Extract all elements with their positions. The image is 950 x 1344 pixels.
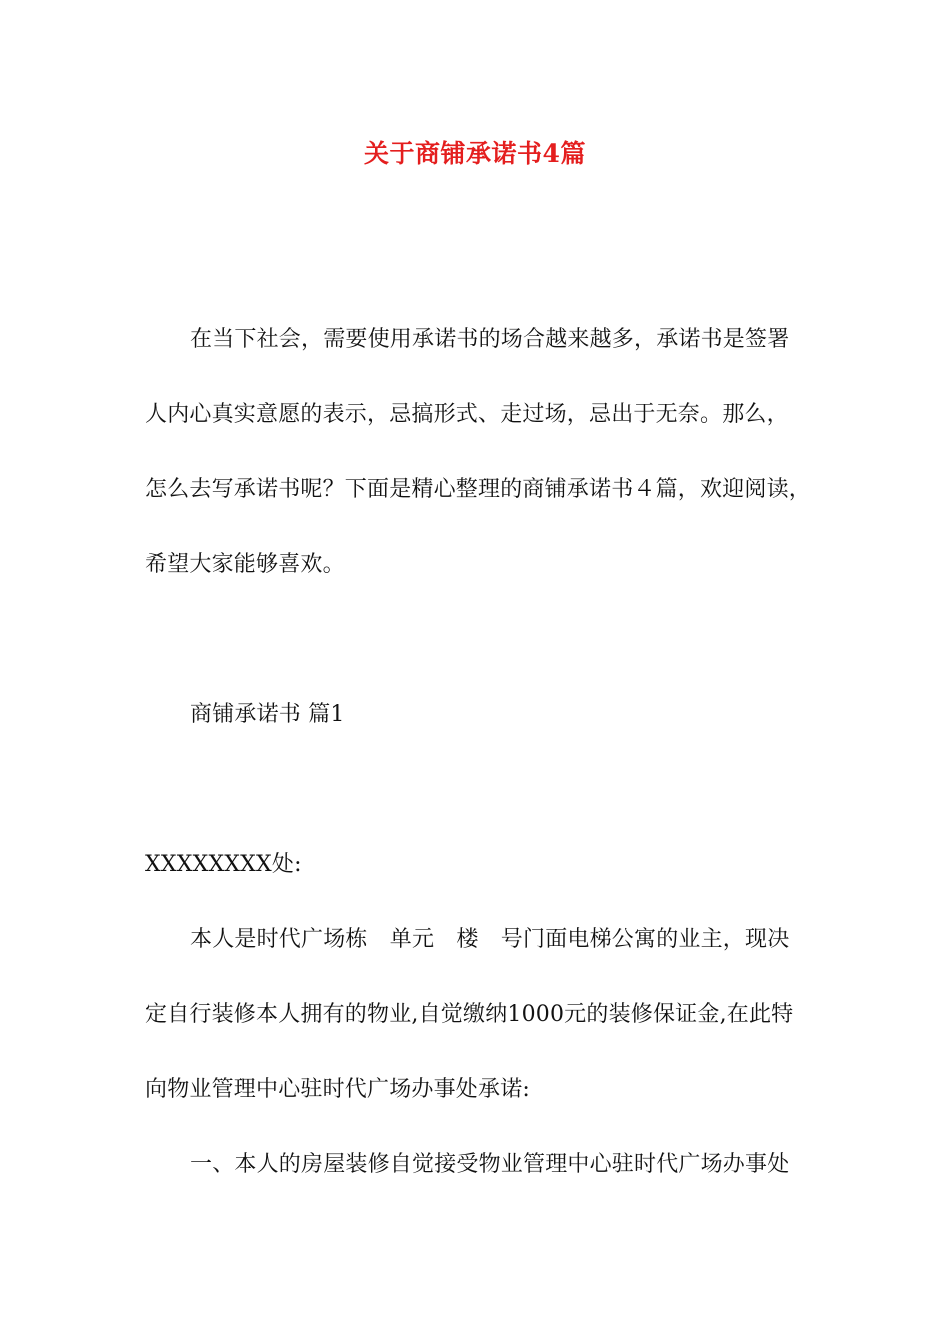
document-title: 关于商铺承诺书4篇 — [364, 139, 586, 168]
body-line-3: 向物业管理中心驻时代广场办事处承诺: — [145, 1077, 531, 1102]
intro-line-1: 在当下社会，需要使用承诺书的场合越来越多，承诺书是签署 — [190, 327, 790, 352]
addressee-line: XXXXXXXX处: — [145, 852, 302, 877]
intro-line-2: 人内心真实意愿的表示，忌搞形式、走过场，忌出于无奈。那么， — [145, 402, 789, 427]
body-line-2: 定自行装修本人拥有的物业,自觉缴纳1000元的装修保证金,在此特 — [145, 1002, 794, 1027]
intro-line-4: 希望大家能够喜欢。 — [145, 552, 345, 577]
body-line-1: 本人是时代广场栋 单元 楼 号门面电梯公寓的业主，现决 — [190, 927, 790, 952]
body-line-4: 一、本人的房屋装修自觉接受物业管理中心驻时代广场办事处 — [190, 1152, 790, 1177]
section-heading: 商铺承诺书 篇1 — [190, 702, 345, 727]
intro-line-3: 怎么去写承诺书呢？下面是精心整理的商铺承诺书４篇，欢迎阅读， — [145, 477, 812, 502]
